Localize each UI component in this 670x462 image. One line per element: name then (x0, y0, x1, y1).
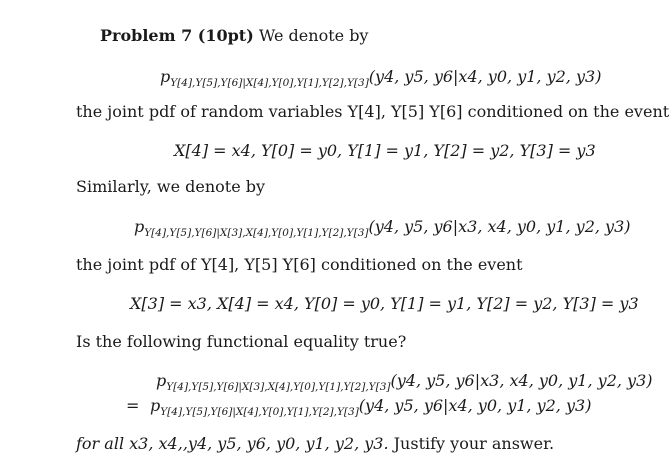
problem-heading: Problem 7 (10pt) (100, 26, 254, 45)
pdf-fn: p (150, 396, 161, 415)
text-paragraph-1: the joint pdf of random variables Y[4], Y[5] Y[6] conditioned on the event (76, 102, 670, 121)
event-equation-1: X[4] = x4, Y[0] = y0, Y[1] = y1, Y[2] = y2, Y[3] = y3 (174, 141, 596, 160)
problem-heading-line (100, 26, 368, 45)
equals-sign: = (126, 396, 140, 415)
equality-rhs (126, 396, 592, 418)
text-paragraph-2: the joint pdf of Y[4], Y[5] Y[6] conditioned on the event (76, 255, 523, 274)
pdf-fn: p (160, 67, 171, 86)
event-equation-2: X[3] = x3, X[4] = x4, Y[0] = y0, Y[1] = y1, Y[2] = y2, Y[3] = y3 (130, 294, 639, 313)
closing-line (76, 434, 554, 453)
question-text: Is the following functional equality true? (76, 332, 407, 351)
equality-lhs (156, 371, 653, 393)
closing-text: Justify your answer. (393, 434, 555, 453)
pdf-fn: p (134, 217, 145, 236)
pdf-definition-1 (160, 67, 602, 89)
pdf-args: (y4, y5, y6|x4, y0, y1, y2, y3) (368, 67, 602, 86)
pdf-subscript: Y[4],Y[5],Y[6]|X[3],X[4],Y[0],Y[1],Y[2],Y[3] (144, 227, 369, 239)
pdf-definition-2 (134, 217, 631, 239)
pdf-args: (y4, y5, y6|x3, x4, y0, y1, y2, y3) (390, 371, 653, 390)
pdf-args: (y4, y5, y6|x4, y0, y1, y2, y3) (358, 396, 592, 415)
pdf-subscript: Y[4],Y[5],Y[6]|X[3],X[4],Y[0],Y[1],Y[2],Y[3] (166, 381, 391, 393)
pdf-args: (y4, y5, y6|x3, x4, y0, y1, y2, y3) (368, 217, 631, 236)
intro-text: We denote by (258, 26, 369, 45)
pdf-subscript: Y[4],Y[5],Y[6]|X[4],Y[0],Y[1],Y[2],Y[3] (160, 406, 359, 418)
pdf-subscript: Y[4],Y[5],Y[6]|X[4],Y[0],Y[1],Y[2],Y[3] (170, 77, 369, 89)
pdf-fn: p (156, 371, 167, 390)
closing-vars: for all x3, x4,,y4, y5, y6, y0, y1, y2, y3. (76, 434, 389, 453)
similarly-text: Similarly, we denote by (76, 177, 266, 196)
